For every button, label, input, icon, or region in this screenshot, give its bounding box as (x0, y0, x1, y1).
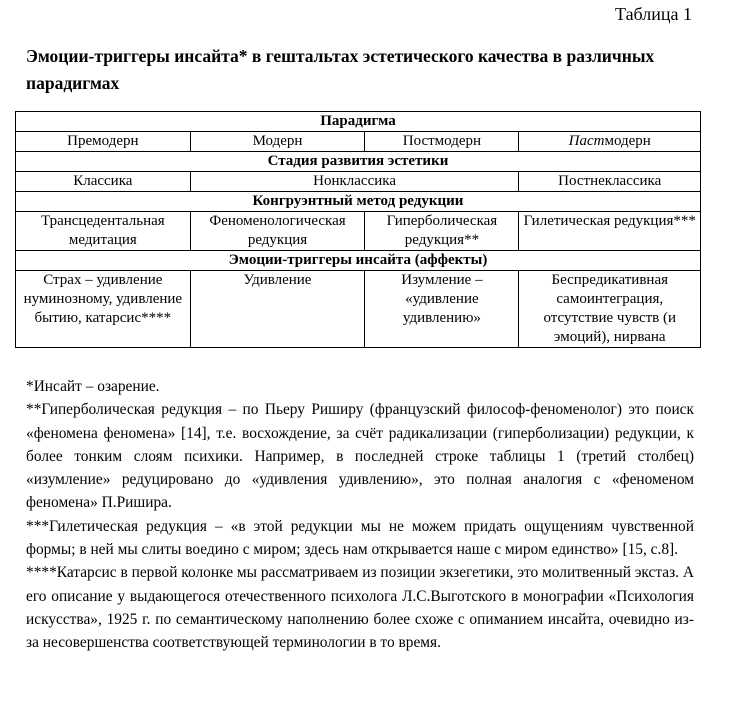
footnote: ****Катарсис в первой колонке мы рассматриваем из позиции экзегетики, это молитвенный экстаз. А его описание у выдающегося отечественного психолога Л.С.Выготского в монографии «Психология искусства», 1925 г. по семантическому наполнению более схоже с опиманием инсайта, очевидно из-за несовершенства соответствующей терминологии в то время. (26, 564, 694, 652)
reduction-cell: Гиперболическая редукция** (365, 212, 519, 251)
paradigm-prefix: Паст (568, 133, 605, 149)
reduction-header: Конгруэнтный метод редукции (16, 192, 701, 212)
table-number: Таблица 1 (615, 4, 692, 24)
aesthetics-cell: Нонклассика (190, 172, 519, 192)
aesthetics-cell: Постнеклассика (519, 172, 701, 192)
reduction-cell: Трансцедентальная медитация (16, 212, 191, 251)
emotion-cell: Страх – удивление нуминозному, удивление бытию, катарсис**** (16, 271, 191, 348)
reduction-cell: Гилетическая редукция*** (519, 212, 701, 251)
paradigm-cell: Модерн (190, 132, 365, 152)
footnote: *Инсайт – озарение. (26, 378, 160, 395)
aesthetics-cell: Классика (16, 172, 191, 192)
footnote: ***Гилетическая редукция – «в этой редукции мы не можем придать ощущениям чувственной формы; в ней мы слиты воедино с миром; здесь нам открывается наше с миром единство» [15, с.8]. (26, 517, 694, 559)
table-title: Эмоции-триггеры инсайта* в гештальтах эстетического качества в различных парадигмах (26, 46, 655, 93)
footnotes (26, 375, 694, 655)
emotion-cell: Изумление – «удивление удивлению» (365, 271, 519, 348)
paradigm-cell (519, 132, 701, 152)
paradigm-cell: Постмодерн (365, 132, 519, 152)
aesthetics-header: Стадия развития эстетики (16, 152, 701, 172)
paradigm-table (15, 111, 701, 348)
footnote: **Гиперболическая редукция – по Пьеру Риширу (французский философ-феноменолог) это поиск «феномена феномена» [14], т.е. восхождение, за счёт радикализации (гиперболизации) редукции, к более тонким слоям психики. Например, в последней строке таблицы 1 (третий столбец) «изумление» редуцировано до «удивления удивлению», это полная аналогия с «феноменом феномена» П.Ришира. (26, 401, 694, 512)
emotions-header: Эмоции-триггеры инсайта (аффекты) (16, 251, 701, 271)
paradigm-cell: Премодерн (16, 132, 191, 152)
reduction-cell: Феноменологическая редукция (190, 212, 365, 251)
emotion-cell: Беспредикативная самоинтеграция, отсутствие чувств (и эмоций), нирвана (519, 271, 701, 348)
emotion-cell: Удивление (190, 271, 365, 348)
paradigm-header: Парадигма (16, 112, 701, 132)
paradigm-suffix: модерн (604, 133, 651, 149)
